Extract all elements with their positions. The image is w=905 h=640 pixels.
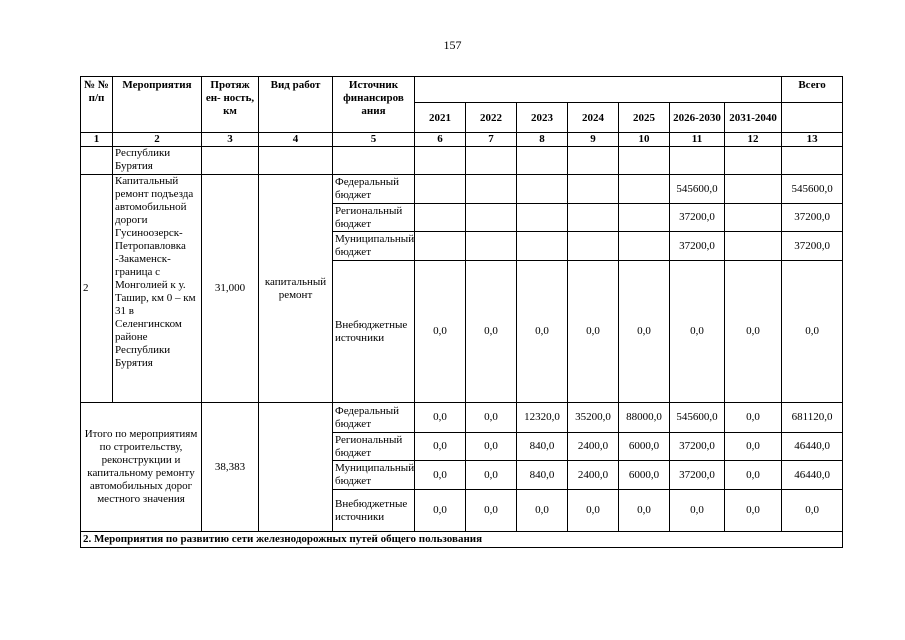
value-cell: 0,0: [725, 433, 782, 461]
col-number: 3: [202, 133, 259, 147]
header-year: 2024: [568, 103, 619, 133]
value-cell: 0,0: [619, 490, 670, 532]
value-cell: 0,0: [466, 433, 517, 461]
value-cell: 0,0: [415, 461, 466, 490]
source-label: Внебюджетные источники: [333, 261, 415, 403]
value-cell: 545600,0: [670, 175, 725, 204]
value-cell: 681120,0: [782, 403, 843, 433]
col-number: 10: [619, 133, 670, 147]
value-cell: 0,0: [782, 490, 843, 532]
header-num: № № п/п: [81, 77, 113, 133]
col-number: 1: [81, 133, 113, 147]
value-cell: 37200,0: [782, 204, 843, 232]
project2-num: 2: [81, 175, 113, 403]
value-cell: 6000,0: [619, 461, 670, 490]
value-cell: 0,0: [466, 403, 517, 433]
col-number: 8: [517, 133, 568, 147]
value-cell: [415, 175, 466, 204]
value-cell: [568, 232, 619, 261]
source-label: Внебюджетные источники: [333, 490, 415, 532]
value-cell: 0,0: [466, 490, 517, 532]
header-total-blank: [782, 103, 843, 133]
value-cell: 88000,0: [619, 403, 670, 433]
value-cell: 37200,0: [670, 433, 725, 461]
value-cell: [415, 204, 466, 232]
value-cell: 37200,0: [670, 232, 725, 261]
value-cell: 2400,0: [568, 433, 619, 461]
header-year: 2026-2030: [670, 103, 725, 133]
value-cell: 12320,0: [517, 403, 568, 433]
project2-name: Капитальный ремонт подъезда автомобильной дороги Гусиноозерск-Петропавловка -Закаменск-граница с Монголией к у. Ташир, км 0 – км 31 в Селенгинском районе Республики Бурятия: [113, 175, 202, 403]
value-cell: [517, 204, 568, 232]
value-cell: [517, 175, 568, 204]
header-years-group: [415, 77, 782, 103]
column-number-row: [81, 133, 843, 147]
value-cell: 0,0: [415, 433, 466, 461]
value-cell: 0,0: [725, 461, 782, 490]
source-label: Региональный бюджет: [333, 204, 415, 232]
source-label: Федеральный бюджет: [333, 175, 415, 204]
col-number: 11: [670, 133, 725, 147]
value-cell: [725, 232, 782, 261]
value-cell: [725, 204, 782, 232]
value-cell: 0,0: [415, 403, 466, 433]
program-table: [80, 76, 843, 548]
value-cell: 0,0: [568, 490, 619, 532]
header-source: Источник финансиров ания: [333, 77, 415, 133]
value-cell: 0,0: [725, 490, 782, 532]
value-cell: 37200,0: [670, 204, 725, 232]
value-cell: [415, 232, 466, 261]
value-cell: 0,0: [670, 261, 725, 403]
section-2-row: [81, 532, 843, 548]
value-cell: 0,0: [517, 261, 568, 403]
value-cell: [619, 175, 670, 204]
col-number: 7: [466, 133, 517, 147]
value-cell: 0,0: [725, 261, 782, 403]
col-number: 13: [782, 133, 843, 147]
header-year: 2022: [466, 103, 517, 133]
source-label: Муниципальный бюджет: [333, 461, 415, 490]
value-cell: [466, 232, 517, 261]
value-cell: 46440,0: [782, 433, 843, 461]
value-cell: [619, 232, 670, 261]
header-year: 2031-2040: [725, 103, 782, 133]
header-measures: Мероприятия: [113, 77, 202, 133]
header-year: 2025: [619, 103, 670, 133]
col-number: 9: [568, 133, 619, 147]
value-cell: 37200,0: [782, 232, 843, 261]
value-cell: 0,0: [568, 261, 619, 403]
value-cell: 37200,0: [670, 461, 725, 490]
total-work-blank: [259, 403, 333, 532]
value-cell: [466, 204, 517, 232]
value-cell: 0,0: [782, 261, 843, 403]
value-cell: [466, 175, 517, 204]
value-cell: 545600,0: [670, 403, 725, 433]
page-number: 157: [443, 38, 462, 52]
continuation-text: Республики Бурятия: [113, 147, 202, 175]
value-cell: 840,0: [517, 461, 568, 490]
total-length: 38,383: [202, 403, 259, 532]
project2-work: капитальный ремонт: [259, 175, 333, 403]
total-row-federal: [81, 403, 843, 433]
col-number: 4: [259, 133, 333, 147]
source-label: Региональный бюджет: [333, 433, 415, 461]
value-cell: [725, 175, 782, 204]
col-number: 6: [415, 133, 466, 147]
value-cell: [568, 175, 619, 204]
value-cell: 0,0: [619, 261, 670, 403]
value-cell: 0,0: [466, 261, 517, 403]
col-number: 2: [113, 133, 202, 147]
value-cell: 840,0: [517, 433, 568, 461]
value-cell: [568, 204, 619, 232]
header-work-type: Вид работ: [259, 77, 333, 133]
value-cell: 0,0: [517, 490, 568, 532]
value-cell: 0,0: [725, 403, 782, 433]
project2-length: 31,000: [202, 175, 259, 403]
value-cell: 0,0: [415, 261, 466, 403]
section-2-title: 2. Мероприятия по развитию сети железнодорожных путей общего пользования: [81, 532, 843, 548]
project2-row-federal: [81, 175, 843, 204]
value-cell: [517, 232, 568, 261]
value-cell: 35200,0: [568, 403, 619, 433]
value-cell: 0,0: [466, 461, 517, 490]
col-number: 5: [333, 133, 415, 147]
header-row-1: [81, 77, 843, 103]
col-number: 12: [725, 133, 782, 147]
value-cell: 0,0: [670, 490, 725, 532]
header-year: 2023: [517, 103, 568, 133]
header-total: Всего: [782, 77, 843, 103]
value-cell: 46440,0: [782, 461, 843, 490]
value-cell: 545600,0: [782, 175, 843, 204]
value-cell: 6000,0: [619, 433, 670, 461]
total-label: Итого по мероприятиям по строительству, реконструкции и капитальному ремонту автомобильных дорог местного значения: [81, 403, 202, 532]
source-label: Муниципальный бюджет: [333, 232, 415, 261]
header-year: 2021: [415, 103, 466, 133]
value-cell: [619, 204, 670, 232]
value-cell: 2400,0: [568, 461, 619, 490]
continuation-row: [81, 147, 843, 175]
value-cell: 0,0: [415, 490, 466, 532]
source-label: Федеральный бюджет: [333, 403, 415, 433]
header-length: Протяж ен- ность, км: [202, 77, 259, 133]
